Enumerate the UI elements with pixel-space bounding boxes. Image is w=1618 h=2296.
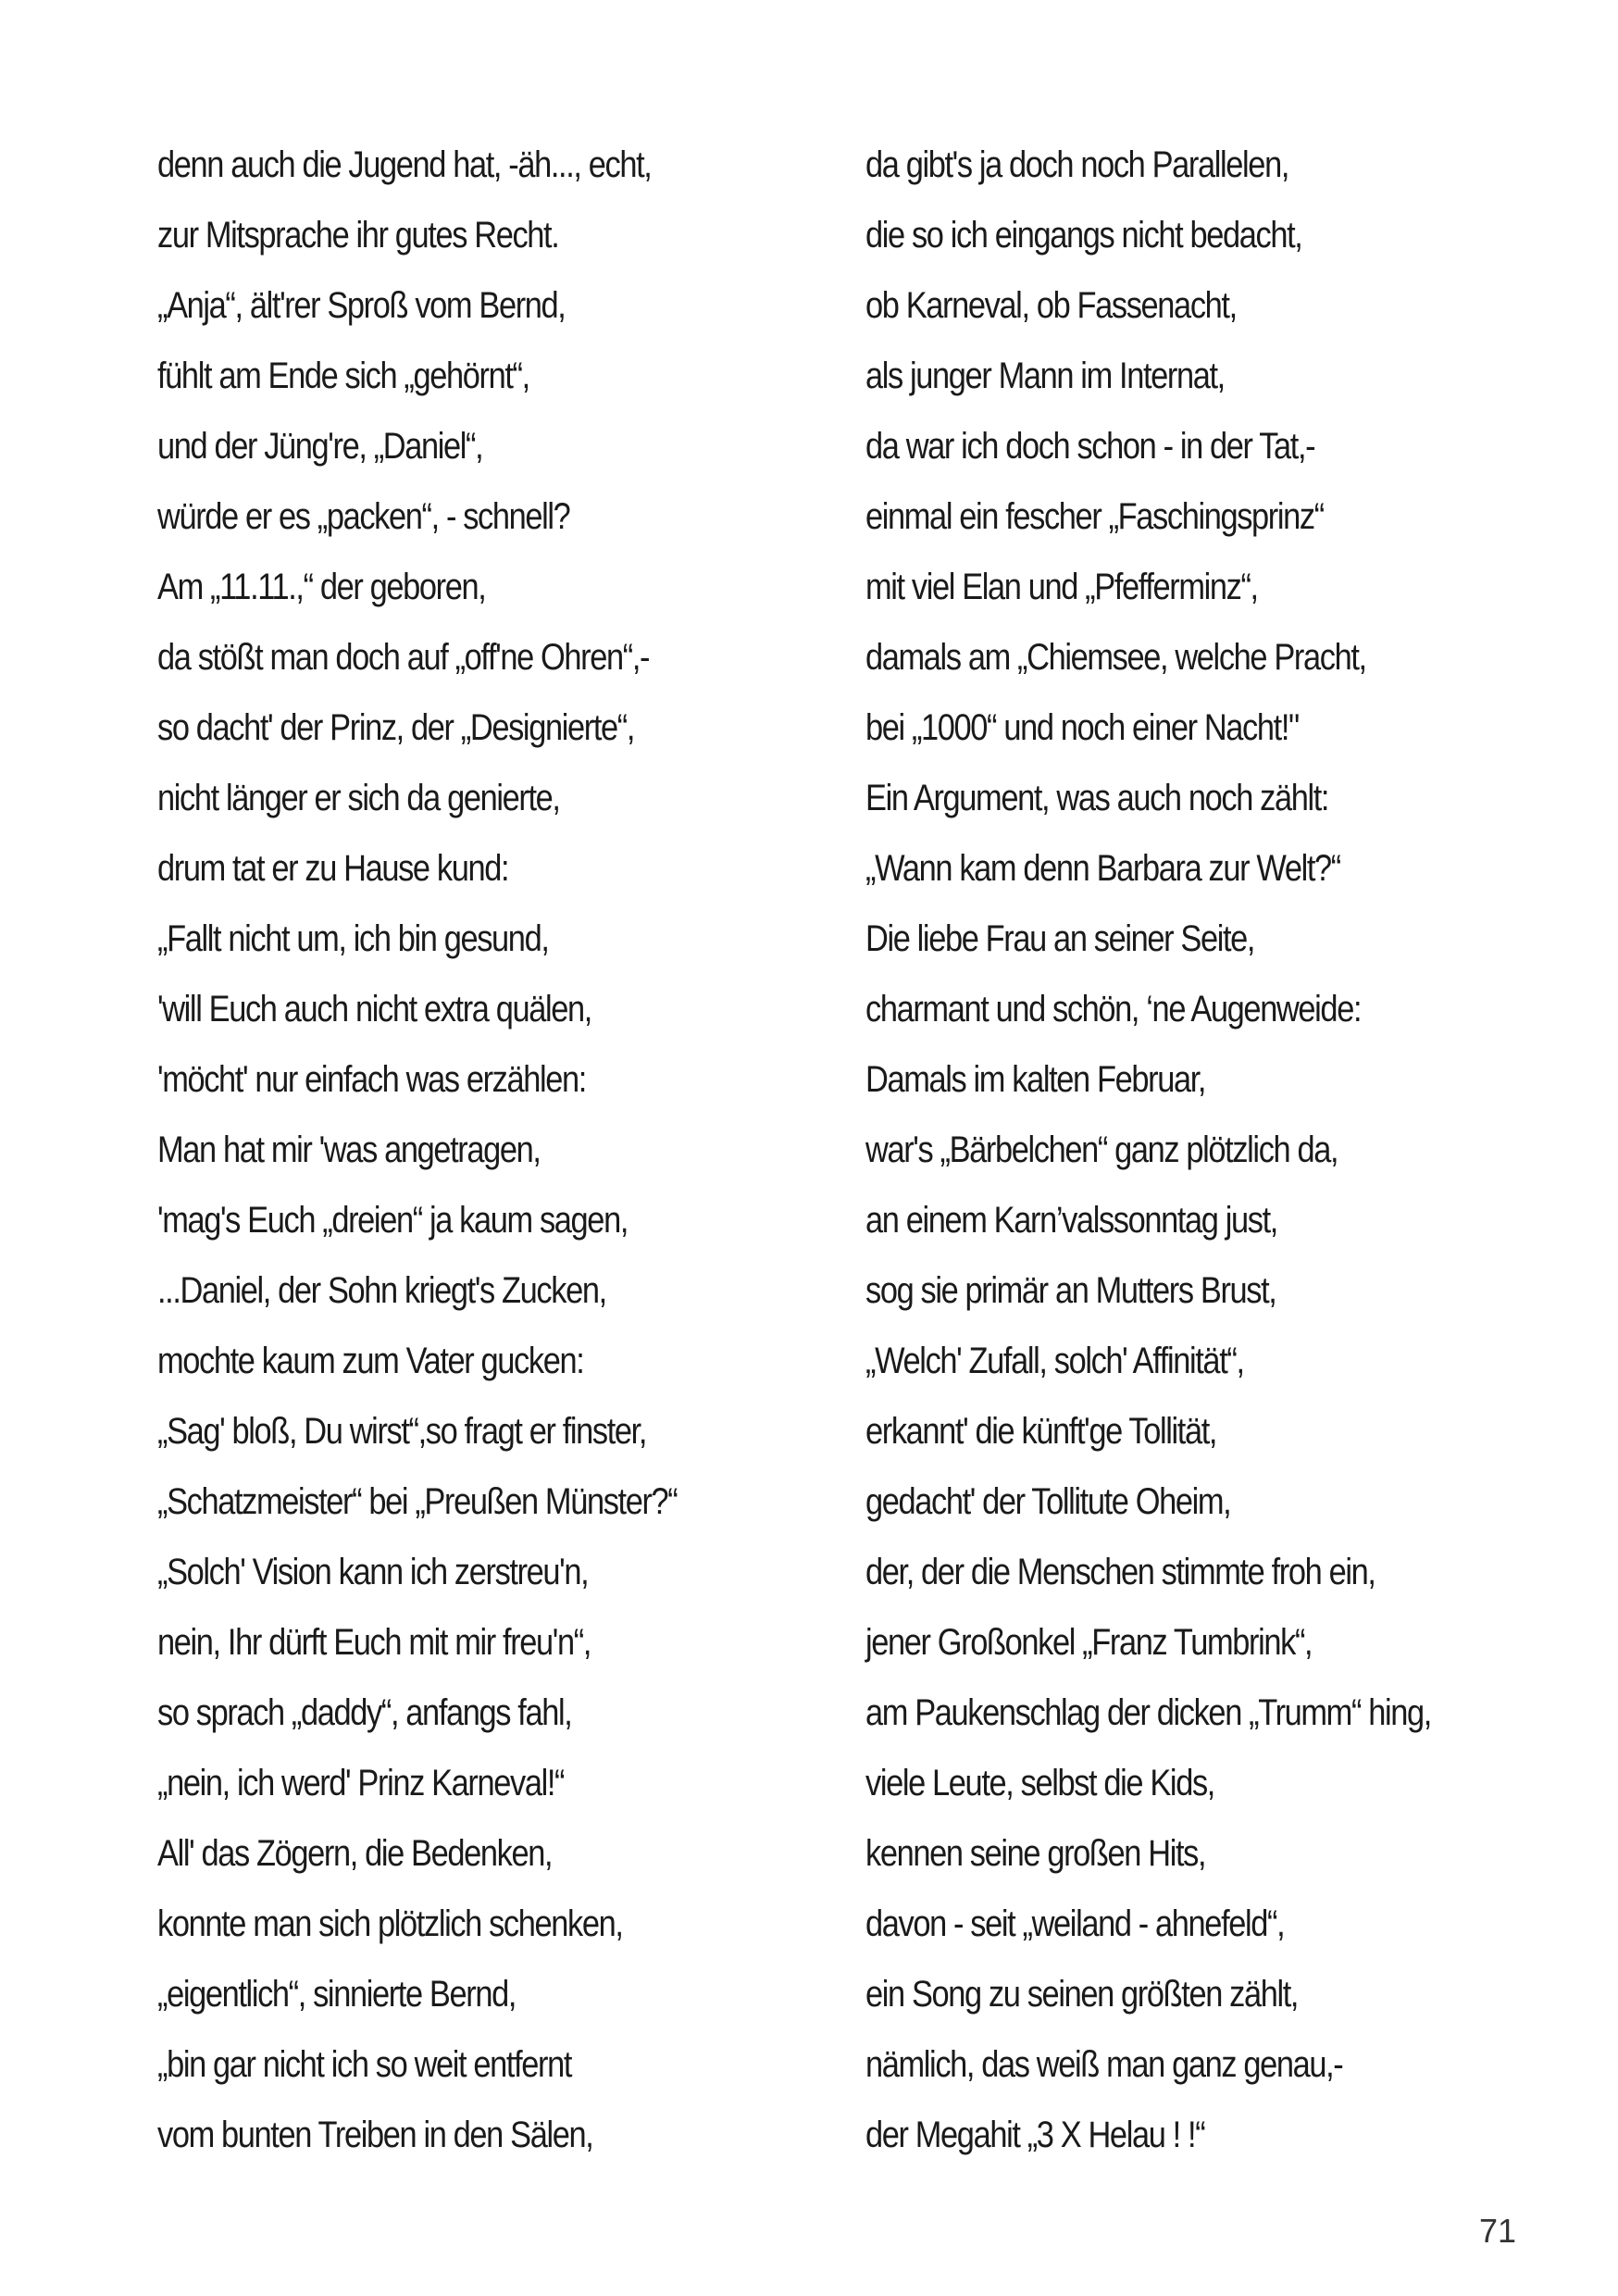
text-line: „Schatzmeister“ bei „Preußen Münster?“ [157,1481,678,1522]
text-line: mit viel Elan und „Pfefferminz“, [865,567,1258,607]
text-line: „eigentlich“, sinnierte Bernd, [157,1974,517,2015]
left-text-column [157,130,759,2170]
text-line: mochte kaum zum Vater gucken: [157,1341,584,1381]
text-line: und der Jüng're, „Daniel“, [157,426,483,467]
text-line: Ein Argument, was auch noch zählt: [865,778,1329,818]
text-line: die so ich eingangs nicht bedacht, [865,215,1302,256]
text-line: gedacht' der Tollitute Oheim, [865,1481,1231,1522]
text-line: erkannt' die künft'ge Tollität, [865,1411,1217,1452]
text-line: bei „1000“ und noch einer Nacht!" [865,707,1299,748]
text-line: Damals im kalten Februar, [865,1059,1206,1100]
text-line: 'möcht' nur einfach was erzählen: [157,1059,586,1100]
right-text-column [865,130,1513,2170]
text-line: ein Song zu seinen größten zählt, [865,1974,1299,2015]
text-line: konnte man sich plötzlich schenken, [157,1903,623,1944]
text-line: der Megahit „3 X Helau ! !“ [865,2115,1205,2155]
text-line: einmal ein fescher „Faschingsprinz“ [865,496,1324,537]
text-line: „nein, ich werd' Prinz Karneval!“ [157,1763,565,1803]
text-line: ob Karneval, ob Fassenacht, [865,285,1237,326]
text-line: nämlich, das weiß man ganz genau,- [865,2044,1343,2085]
text-line: „Sag' bloß, Du wirst“,so fragt er finster, [157,1411,647,1452]
text-line: da stößt man doch auf „off'ne Ohren“,- [157,637,650,678]
text-line: da war ich doch schon - in der Tat,- [865,426,1315,467]
text-line: All' das Zögern, die Bedenken, [157,1833,553,1874]
text-line: „Solch' Vision kann ich zerstreu'n, [157,1552,589,1592]
text-line: „bin gar nicht ich so weit entfernt [157,2044,572,2085]
text-line: an einem Karn’valssonntag just, [865,1200,1277,1241]
text-line: würde er es „packen“, - schnell? [157,496,570,537]
text-line: so dacht' der Prinz, der „Designierte“, [157,707,635,748]
page-number: 71 [1479,2212,1517,2250]
text-line: davon - seit „weiland - ahnefeld“, [865,1903,1285,1944]
text-line: war's „Bärbelchen“ ganz plötzlich da, [865,1129,1338,1170]
text-line: drum tat er zu Hause kund: [157,848,509,889]
text-line: so sprach „daddy“, anfangs fahl, [157,1692,572,1733]
text-line: 'mag's Euch „dreien“ ja kaum sagen, [157,1200,629,1241]
text-line: „Anja“, ält'rer Sproß vom Bernd, [157,285,566,326]
text-line: ...Daniel, der Sohn kriegt's Zucken, [157,1270,606,1311]
text-line: fühlt am Ende sich „gehörnt“, [157,356,529,396]
text-line: nicht länger er sich da genierte, [157,778,560,818]
text-line: „Welch' Zufall, solch' Affinität“, [865,1341,1244,1381]
text-line: kennen seine großen Hits, [865,1833,1206,1874]
text-line: zur Mitsprache ihr gutes Recht. [157,215,559,256]
text-line: Die liebe Frau an seiner Seite, [865,918,1255,959]
text-line: Am „11.11.,“ der geboren, [157,567,486,607]
text-line: der, der die Menschen stimmte froh ein, [865,1552,1375,1592]
text-line: nein, Ihr dürft Euch mit mir freu'n“, [157,1622,591,1663]
text-line: „Wann kam denn Barbara zur Welt?“ [865,848,1340,889]
text-line: jener Großonkel „Franz Tumbrink“, [865,1622,1313,1663]
text-line: als junger Mann im Internat, [865,356,1225,396]
text-line: am Paukenschlag der dicken „Trumm“ hing, [865,1692,1431,1733]
text-line: damals am „Chiemsee, welche Pracht, [865,637,1366,678]
text-line: 'will Euch auch nicht extra quälen, [157,989,591,1029]
text-line: vom bunten Treiben in den Sälen, [157,2115,593,2155]
text-line: „Fallt nicht um, ich bin gesund, [157,918,549,959]
text-line: da gibt's ja doch noch Parallelen, [865,144,1289,185]
text-line: denn auch die Jugend hat, -äh..., echt, [157,144,652,185]
text-line: viele Leute, selbst die Kids, [865,1763,1214,1803]
text-line: Man hat mir 'was angetragen, [157,1129,541,1170]
text-line: charmant und schön, ‘ne Augenweide: [865,989,1362,1029]
text-line: sog sie primär an Mutters Brust, [865,1270,1276,1311]
